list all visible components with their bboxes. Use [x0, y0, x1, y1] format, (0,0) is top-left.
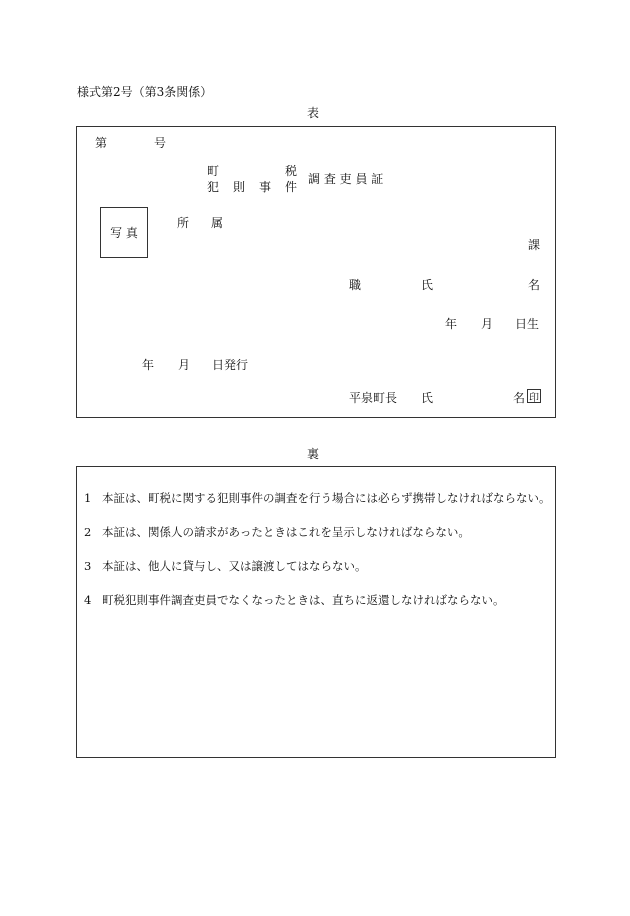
photo-box: [100, 207, 148, 258]
note-number: 1: [84, 491, 92, 505]
seal-mark: 印: [527, 389, 541, 403]
issue-day: 日発行: [212, 358, 249, 372]
title-char: 件: [285, 180, 298, 194]
front-heading: 表: [307, 106, 320, 120]
front-card: [76, 126, 556, 418]
note-number: 4: [84, 593, 92, 607]
title-char: 犯: [207, 180, 220, 194]
back-heading: 裏: [307, 447, 320, 461]
note-number: 2: [84, 525, 92, 539]
mayor-title: 平泉町長: [349, 391, 398, 405]
card-title: 調 査 吏 員 証: [308, 172, 384, 186]
issue-month: 月: [178, 358, 191, 372]
number-suffix: 号: [154, 136, 167, 150]
note-item: [84, 527, 470, 539]
birth-year: 年: [445, 317, 458, 331]
position-label: 職: [349, 278, 362, 292]
birth-month: 月: [481, 317, 494, 331]
note-text: 本証は、他人に貸与し、又は譲渡してはならない。: [102, 559, 367, 573]
mayor-name-label: 名: [513, 391, 526, 405]
number-prefix: 第: [95, 136, 108, 150]
affiliation-label: 属: [211, 216, 224, 230]
note-number: 3: [84, 559, 92, 573]
note-text: 本証は、町税に関する犯則事件の調査を行う場合には必らず携帯しなければならない。: [102, 491, 551, 505]
back-card: [76, 466, 556, 758]
title-char: 則: [233, 180, 246, 194]
note-item: [84, 561, 367, 573]
title-char: 事: [259, 180, 272, 194]
issue-year: 年: [142, 358, 155, 372]
mayor-name-label: 氏: [421, 391, 434, 405]
affiliation-label: 所: [177, 216, 190, 230]
section-label: 課: [528, 238, 541, 252]
note-item: [84, 493, 551, 505]
note-text: 町税犯則事件調査吏員でなくなったときは、直ちに返還しなければならない。: [102, 593, 505, 607]
note-item: [84, 595, 505, 607]
note-text: 本証は、関係人の請求があったときはこれを呈示しなければならない。: [102, 525, 470, 539]
name-label: 名: [528, 278, 541, 292]
photo-label: 写 真: [110, 226, 138, 240]
form-label: 様式第2号（第3条関係）: [77, 85, 213, 99]
title-char: 町: [207, 164, 220, 178]
title-char: 税: [285, 164, 298, 178]
name-label: 氏: [421, 278, 434, 292]
birth-day: 日生: [515, 317, 540, 331]
